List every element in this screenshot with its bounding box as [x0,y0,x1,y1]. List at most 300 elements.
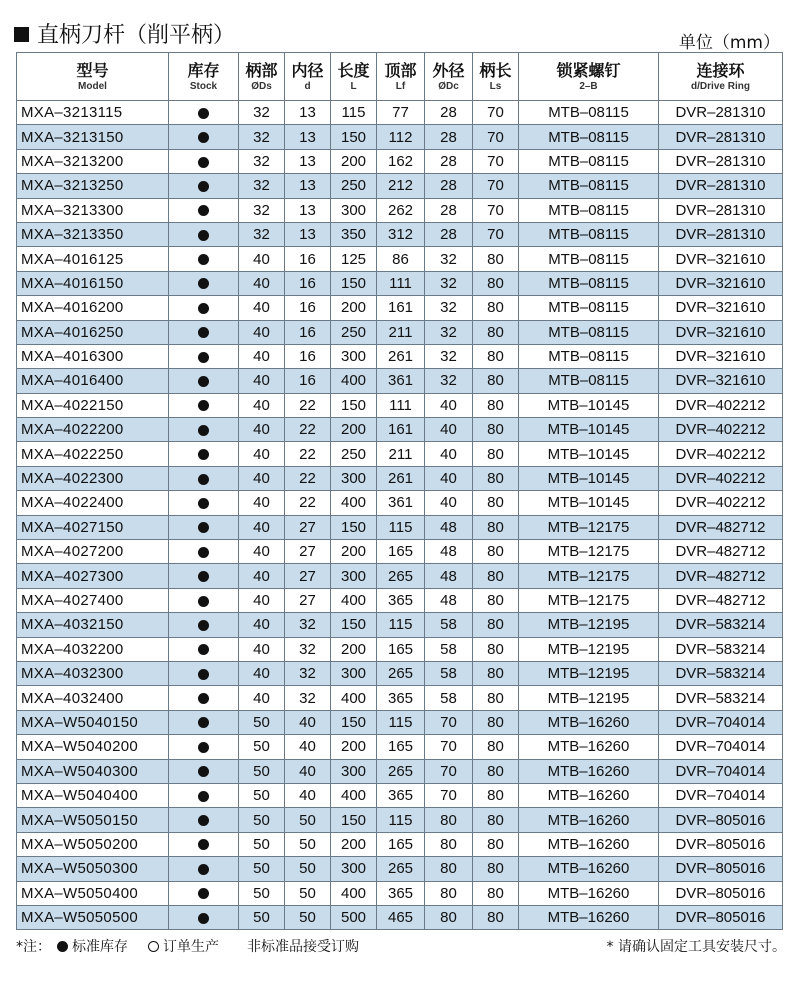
cell-model: MXA–3213150 [17,125,169,149]
filled-circle-icon [198,230,209,241]
filled-circle-icon [198,205,209,216]
cell-drive-ring: DVR–402212 [659,442,783,466]
cell-model: MXA–4022200 [17,418,169,442]
stock-cell [169,637,239,661]
cell-shank-dia: 32 [239,101,285,125]
cell-lock-screw: MTB–16260 [519,808,659,832]
column-header-sublabel: d [304,80,311,92]
cell-inner-dia: 40 [285,735,331,759]
cell-shank-dia: 40 [239,564,285,588]
cell-shank-length: 80 [473,320,519,344]
cell-top-length: 211 [377,320,425,344]
cell-length: 400 [331,783,377,807]
cell-inner-dia: 50 [285,905,331,929]
stock-cell [169,808,239,832]
table-row [17,149,783,173]
cell-lock-screw: MTB–16260 [519,881,659,905]
table-row [17,613,783,637]
cell-inner-dia: 22 [285,393,331,417]
cell-model: MXA–4022250 [17,442,169,466]
filled-circle-icon [198,352,209,363]
cell-outer-dia: 32 [425,344,473,368]
table-row [17,466,783,490]
cell-top-length: 111 [377,271,425,295]
cell-top-length: 211 [377,442,425,466]
cell-length: 400 [331,588,377,612]
table-row [17,198,783,222]
cell-shank-dia: 40 [239,661,285,685]
stock-cell [169,149,239,173]
stock-cell [169,905,239,929]
cell-length: 150 [331,808,377,832]
cell-shank-dia: 40 [239,466,285,490]
filled-circle-icon [198,693,209,704]
cell-outer-dia: 48 [425,540,473,564]
cell-lock-screw: MTB–08115 [519,369,659,393]
cell-model: MXA–4032300 [17,661,169,685]
cell-lock-screw: MTB–08115 [519,174,659,198]
cell-top-length: 312 [377,222,425,246]
filled-circle-icon [198,449,209,460]
cell-inner-dia: 50 [285,832,331,856]
cell-outer-dia: 48 [425,515,473,539]
page-title-text: 直柄刀杆（削平柄） [37,23,236,48]
cell-shank-dia: 50 [239,857,285,881]
cell-lock-screw: MTB–12195 [519,613,659,637]
stock-cell [169,661,239,685]
table-row [17,369,783,393]
column-header-label: 顶部 [384,60,417,80]
cell-drive-ring: DVR–281310 [659,149,783,173]
cell-model: MXA–4027200 [17,540,169,564]
cell-lock-screw: MTB–10145 [519,393,659,417]
cell-inner-dia: 50 [285,881,331,905]
stock-cell [169,271,239,295]
table-row [17,247,783,271]
cell-model: MXA–W5050200 [17,832,169,856]
table-row [17,222,783,246]
table-row [17,125,783,149]
cell-inner-dia: 27 [285,588,331,612]
cell-top-length: 265 [377,759,425,783]
cell-shank-length: 80 [473,393,519,417]
cell-inner-dia: 13 [285,149,331,173]
cell-shank-dia: 40 [239,393,285,417]
table-row [17,808,783,832]
column-header-label: 长度 [337,60,370,80]
cell-lock-screw: MTB–12175 [519,564,659,588]
cell-inner-dia: 32 [285,661,331,685]
table-row [17,686,783,710]
cell-model: MXA–4032150 [17,613,169,637]
cell-shank-length: 80 [473,588,519,612]
column-header-sublabel: ØDs [251,80,272,92]
cell-inner-dia: 16 [285,344,331,368]
filled-circle-icon [198,742,209,753]
stock-cell [169,735,239,759]
cell-length: 500 [331,905,377,929]
cell-lock-screw: MTB–16260 [519,905,659,929]
cell-top-length: 165 [377,637,425,661]
stock-cell [169,320,239,344]
cell-inner-dia: 16 [285,296,331,320]
cell-length: 150 [331,271,377,295]
cell-outer-dia: 40 [425,442,473,466]
cell-outer-dia: 70 [425,783,473,807]
column-header-sublabel: Model [78,80,107,92]
cell-model: MXA–4016250 [17,320,169,344]
column-header-shank-length [473,53,519,101]
cell-length: 150 [331,613,377,637]
cell-outer-dia: 40 [425,466,473,490]
table-header-row [17,53,783,101]
header [14,18,786,52]
cell-inner-dia: 27 [285,515,331,539]
table-row [17,588,783,612]
cell-shank-length: 80 [473,661,519,685]
cell-shank-dia: 50 [239,735,285,759]
cell-shank-length: 80 [473,735,519,759]
stock-cell [169,418,239,442]
table-row [17,418,783,442]
cell-model: MXA–W5050400 [17,881,169,905]
filled-circle-icon [57,941,68,952]
cell-shank-dia: 40 [239,588,285,612]
cell-top-length: 361 [377,369,425,393]
stock-cell [169,540,239,564]
cell-drive-ring: DVR–281310 [659,101,783,125]
cell-shank-dia: 40 [239,418,285,442]
cell-outer-dia: 32 [425,320,473,344]
cell-model: MXA–4016150 [17,271,169,295]
stock-cell [169,222,239,246]
cell-top-length: 261 [377,344,425,368]
filled-circle-icon [198,400,209,411]
cell-lock-screw: MTB–12175 [519,515,659,539]
stock-cell [169,710,239,734]
stock-cell [169,247,239,271]
filled-circle-icon [198,547,209,558]
column-header-label: 连接环 [696,60,745,80]
cell-shank-dia: 32 [239,125,285,149]
cell-drive-ring: DVR–402212 [659,418,783,442]
table-row [17,296,783,320]
cell-drive-ring: DVR–805016 [659,881,783,905]
cell-model: MXA–4022150 [17,393,169,417]
cell-inner-dia: 22 [285,442,331,466]
cell-outer-dia: 80 [425,808,473,832]
cell-inner-dia: 50 [285,857,331,881]
column-header-label: 柄部 [245,60,278,80]
column-header-inner-dia [285,53,331,101]
cell-model: MXA–W5050500 [17,905,169,929]
cell-top-length: 465 [377,905,425,929]
table-row [17,832,783,856]
cell-outer-dia: 58 [425,613,473,637]
cell-lock-screw: MTB–10145 [519,491,659,515]
cell-inner-dia: 13 [285,198,331,222]
cell-inner-dia: 16 [285,271,331,295]
cell-model: MXA–4016300 [17,344,169,368]
cell-outer-dia: 28 [425,101,473,125]
stock-cell [169,198,239,222]
cell-drive-ring: DVR–402212 [659,491,783,515]
cell-shank-dia: 40 [239,369,285,393]
cell-shank-length: 80 [473,710,519,734]
cell-drive-ring: DVR–805016 [659,832,783,856]
cell-model: MXA–4016125 [17,247,169,271]
cell-drive-ring: DVR–281310 [659,174,783,198]
cell-inner-dia: 40 [285,710,331,734]
cell-shank-length: 70 [473,125,519,149]
cell-model: MXA–4022400 [17,491,169,515]
cell-shank-length: 70 [473,222,519,246]
cell-lock-screw: MTB–08115 [519,296,659,320]
cell-lock-screw: MTB–08115 [519,149,659,173]
cell-inner-dia: 16 [285,369,331,393]
filled-circle-icon [198,620,209,631]
cell-length: 150 [331,125,377,149]
cell-outer-dia: 80 [425,881,473,905]
cell-top-length: 365 [377,881,425,905]
column-header-length [331,53,377,101]
column-header-sublabel: Stock [189,80,218,92]
cell-inner-dia: 13 [285,222,331,246]
filled-circle-icon [198,327,209,338]
cell-outer-dia: 28 [425,174,473,198]
footer-legend [16,936,359,956]
cell-shank-length: 80 [473,613,519,637]
cell-outer-dia: 28 [425,222,473,246]
cell-shank-length: 80 [473,905,519,929]
cell-drive-ring: DVR–583214 [659,686,783,710]
cell-shank-dia: 50 [239,905,285,929]
cell-outer-dia: 80 [425,857,473,881]
cell-top-length: 165 [377,832,425,856]
cell-length: 115 [331,101,377,125]
cell-shank-dia: 50 [239,759,285,783]
cell-outer-dia: 80 [425,832,473,856]
table-row [17,783,783,807]
stock-cell [169,125,239,149]
cell-outer-dia: 58 [425,686,473,710]
cell-drive-ring: DVR–321610 [659,296,783,320]
cell-length: 300 [331,759,377,783]
cell-shank-dia: 40 [239,637,285,661]
stock-cell [169,466,239,490]
cell-drive-ring: DVR–321610 [659,247,783,271]
stock-cell [169,832,239,856]
table-row [17,442,783,466]
cell-shank-dia: 40 [239,491,285,515]
stock-cell [169,442,239,466]
cell-shank-length: 80 [473,686,519,710]
cell-drive-ring: DVR–281310 [659,222,783,246]
column-header-model [17,53,169,101]
cell-shank-length: 80 [473,540,519,564]
cell-length: 250 [331,442,377,466]
cell-drive-ring: DVR–482712 [659,540,783,564]
cell-model: MXA–3213300 [17,198,169,222]
cell-drive-ring: DVR–583214 [659,637,783,661]
cell-shank-length: 80 [473,515,519,539]
cell-inner-dia: 13 [285,101,331,125]
cell-outer-dia: 70 [425,759,473,783]
cell-model: MXA–W5040400 [17,783,169,807]
cell-top-length: 265 [377,857,425,881]
cell-drive-ring: DVR–583214 [659,613,783,637]
cell-outer-dia: 48 [425,564,473,588]
cell-shank-dia: 40 [239,320,285,344]
cell-shank-length: 80 [473,271,519,295]
column-header-top-length [377,53,425,101]
filled-circle-icon [198,132,209,143]
cell-inner-dia: 32 [285,637,331,661]
cell-model: MXA–4027150 [17,515,169,539]
filled-circle-icon [198,766,209,777]
cell-lock-screw: MTB–08115 [519,247,659,271]
table-row [17,271,783,295]
table-row [17,905,783,929]
spec-table [16,52,783,930]
cell-inner-dia: 27 [285,540,331,564]
cell-model: MXA–W5040150 [17,710,169,734]
cell-top-length: 115 [377,710,425,734]
cell-top-length: 165 [377,735,425,759]
cell-top-length: 86 [377,247,425,271]
filled-circle-icon [198,474,209,485]
cell-model: MXA–4016400 [17,369,169,393]
filled-circle-icon [198,303,209,314]
cell-shank-dia: 32 [239,174,285,198]
cell-shank-length: 80 [473,783,519,807]
stock-cell [169,783,239,807]
table-row [17,857,783,881]
filled-circle-icon [198,108,209,119]
table-body [17,101,783,930]
filled-circle-icon [198,791,209,802]
cell-outer-dia: 40 [425,418,473,442]
cell-outer-dia: 70 [425,710,473,734]
cell-inner-dia: 13 [285,125,331,149]
cell-model: MXA–4027400 [17,588,169,612]
cell-length: 400 [331,881,377,905]
cell-shank-dia: 40 [239,344,285,368]
stock-cell [169,296,239,320]
cell-model: MXA–4016200 [17,296,169,320]
stock-cell [169,174,239,198]
cell-drive-ring: DVR–321610 [659,344,783,368]
cell-inner-dia: 22 [285,491,331,515]
filled-circle-icon [198,425,209,436]
cell-top-length: 112 [377,125,425,149]
cell-lock-screw: MTB–16260 [519,710,659,734]
filled-circle-icon [198,888,209,899]
cell-length: 250 [331,174,377,198]
cell-shank-length: 80 [473,759,519,783]
title-square-icon [14,27,29,42]
cell-shank-length: 80 [473,247,519,271]
cell-drive-ring: DVR–704014 [659,759,783,783]
filled-circle-icon [198,913,209,924]
cell-drive-ring: DVR–704014 [659,783,783,807]
cell-lock-screw: MTB–12195 [519,661,659,685]
cell-shank-dia: 32 [239,149,285,173]
cell-drive-ring: DVR–482712 [659,588,783,612]
cell-shank-length: 80 [473,369,519,393]
cell-lock-screw: MTB–16260 [519,759,659,783]
cell-length: 300 [331,466,377,490]
cell-outer-dia: 32 [425,247,473,271]
cell-length: 200 [331,735,377,759]
cell-outer-dia: 32 [425,271,473,295]
column-header-label: 柄长 [479,60,512,80]
filled-circle-icon [198,717,209,728]
cell-length: 150 [331,393,377,417]
column-header-outer-dia [425,53,473,101]
cell-drive-ring: DVR–482712 [659,564,783,588]
cell-model: MXA–3213115 [17,101,169,125]
cell-shank-length: 80 [473,637,519,661]
cell-shank-length: 80 [473,442,519,466]
cell-shank-length: 80 [473,857,519,881]
table-row [17,710,783,734]
cell-shank-length: 70 [473,101,519,125]
table-row [17,101,783,125]
cell-model: MXA–3213350 [17,222,169,246]
cell-inner-dia: 27 [285,564,331,588]
cell-lock-screw: MTB–12175 [519,588,659,612]
column-header-label: 内径 [291,60,324,80]
table-row [17,759,783,783]
cell-model: MXA–4027300 [17,564,169,588]
cell-inner-dia: 32 [285,686,331,710]
cell-length: 300 [331,198,377,222]
cell-shank-length: 80 [473,418,519,442]
cell-length: 400 [331,686,377,710]
cell-drive-ring: DVR–482712 [659,515,783,539]
cell-inner-dia: 16 [285,320,331,344]
cell-model: MXA–W5040200 [17,735,169,759]
filled-circle-icon [198,644,209,655]
cell-model: MXA–W5040300 [17,759,169,783]
cell-drive-ring: DVR–704014 [659,735,783,759]
filled-circle-icon [198,839,209,850]
table-row [17,881,783,905]
cell-shank-length: 80 [473,491,519,515]
column-header-sublabel: 2–B [579,80,598,92]
column-header-label: 外径 [432,60,465,80]
cell-lock-screw: MTB–08115 [519,344,659,368]
cell-drive-ring: DVR–321610 [659,369,783,393]
cell-top-length: 262 [377,198,425,222]
stock-cell [169,369,239,393]
table-row [17,540,783,564]
column-header-label: 锁紧螺钉 [556,60,621,80]
cell-shank-dia: 32 [239,198,285,222]
stock-cell [169,515,239,539]
column-header-sublabel: L [350,80,357,92]
cell-length: 300 [331,564,377,588]
table-row [17,174,783,198]
cell-shank-length: 80 [473,344,519,368]
cell-shank-dia: 40 [239,686,285,710]
cell-drive-ring: DVR–583214 [659,661,783,685]
cell-shank-length: 80 [473,881,519,905]
cell-drive-ring: DVR–281310 [659,198,783,222]
cell-outer-dia: 48 [425,588,473,612]
column-header-label: 型号 [76,60,109,80]
